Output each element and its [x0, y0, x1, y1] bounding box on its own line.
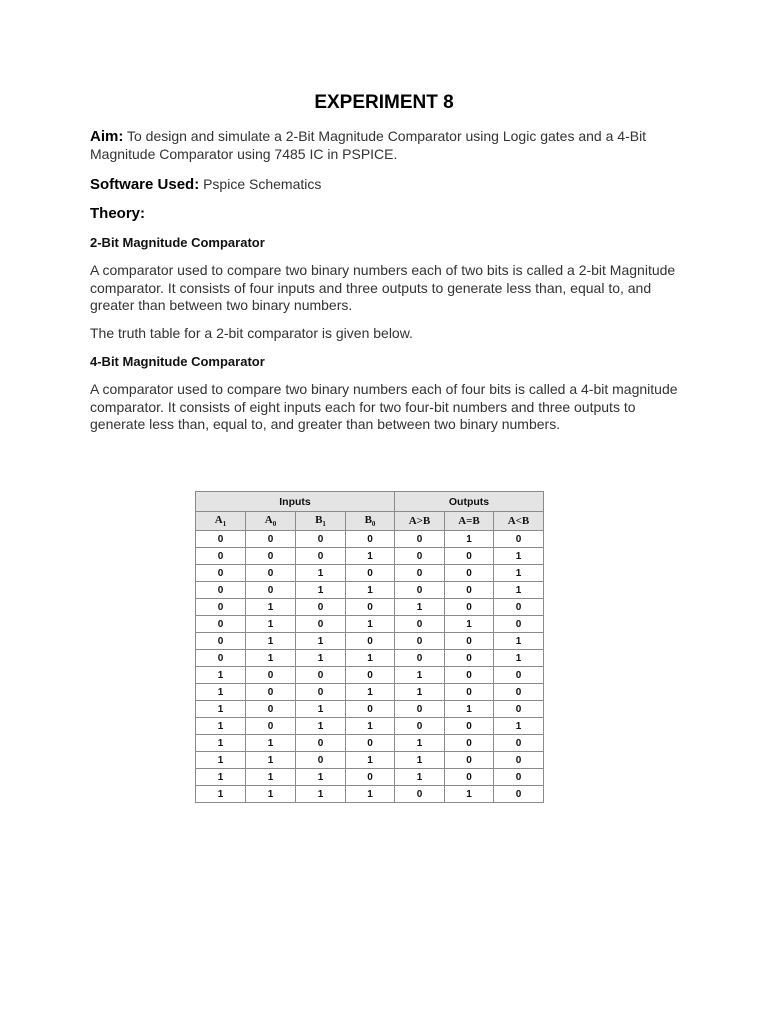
table-cell: 1 [395, 752, 445, 769]
truth-table-group-header [196, 492, 544, 512]
table-cell: 0 [346, 599, 395, 616]
column-header: A>B [395, 512, 445, 531]
para-line: comparator. It consists of four inputs and three outputs to generate less than, equal to, and [90, 279, 652, 296]
table-cell: 0 [445, 548, 494, 565]
table-cell: 0 [445, 667, 494, 684]
table-row [196, 701, 544, 718]
table-cell: 1 [445, 701, 494, 718]
table-row [196, 582, 544, 599]
table-cell: 1 [246, 599, 296, 616]
table-cell: 0 [346, 735, 395, 752]
section-heading-2bit: 2-Bit Magnitude Comparator [90, 235, 265, 250]
para-line: A comparator used to compare two binary numbers each of four bits is called a 4-bit magnitude [90, 381, 678, 397]
table-cell: 0 [196, 650, 246, 667]
table-cell: 1 [196, 718, 246, 735]
table-cell: 1 [346, 650, 395, 667]
table-cell: 0 [246, 548, 296, 565]
table-cell: 0 [445, 650, 494, 667]
theory-heading: Theory: [90, 205, 146, 222]
table-row [196, 718, 544, 735]
table-cell: 0 [445, 752, 494, 769]
table-cell: 0 [494, 531, 544, 548]
aim-text-line-1: To design and simulate a 2-Bit Magnitude Comparator using Logic gates and a 4-Bit [126, 128, 647, 144]
table-cell: 0 [346, 667, 395, 684]
table-cell: 0 [445, 735, 494, 752]
table-cell: 1 [196, 684, 246, 701]
table-cell: 1 [346, 684, 395, 701]
truth-note-text: The truth table for a 2-bit comparator is given below. [90, 325, 413, 341]
table-cell: 1 [494, 582, 544, 599]
table-cell: 1 [494, 633, 544, 650]
table-cell: 0 [346, 633, 395, 650]
table-row [196, 548, 544, 565]
para-line: comparator. It consists of eight inputs each for two four-bit numbers and three outputs to [90, 398, 636, 415]
truth-table-body [196, 531, 544, 803]
truth-table-note [90, 325, 685, 343]
table-cell: 0 [445, 582, 494, 599]
table-cell: 1 [395, 769, 445, 786]
table-cell: 0 [445, 769, 494, 786]
table-cell: 1 [296, 769, 346, 786]
table-cell: 0 [246, 667, 296, 684]
table-cell: 1 [445, 616, 494, 633]
table-cell: 1 [346, 548, 395, 565]
software-paragraph [90, 176, 685, 194]
section-2bit-paragraph [90, 262, 685, 315]
table-cell: 0 [196, 531, 246, 548]
outputs-header: Outputs [395, 492, 544, 512]
table-cell: 0 [296, 684, 346, 701]
table-cell: 0 [395, 650, 445, 667]
software-label: Software Used: [90, 176, 200, 193]
table-cell: 0 [445, 718, 494, 735]
table-cell: 0 [246, 718, 296, 735]
page-title: EXPERIMENT 8 [314, 92, 454, 113]
table-cell: 0 [196, 616, 246, 633]
table-cell: 0 [196, 548, 246, 565]
table-row [196, 735, 544, 752]
table-cell: 0 [346, 701, 395, 718]
table-cell: 1 [296, 582, 346, 599]
table-cell: 1 [494, 565, 544, 582]
software-value: Pspice Schematics [203, 176, 322, 192]
table-cell: 1 [246, 752, 296, 769]
table-cell: 0 [196, 565, 246, 582]
column-header: $B_0$ [346, 512, 395, 531]
column-header: $A_1$ [196, 512, 246, 531]
table-cell: 0 [196, 633, 246, 650]
table-cell: 0 [296, 531, 346, 548]
table-cell: 0 [246, 531, 296, 548]
table-cell: 1 [296, 701, 346, 718]
table-cell: 0 [494, 701, 544, 718]
table-row [196, 599, 544, 616]
table-row [196, 769, 544, 786]
table-cell: 0 [395, 616, 445, 633]
truth-table [195, 491, 544, 803]
table-cell: 0 [296, 548, 346, 565]
table-cell: 1 [246, 735, 296, 752]
table-cell: 1 [346, 616, 395, 633]
table-cell: 1 [346, 752, 395, 769]
table-cell: 0 [296, 599, 346, 616]
table-cell: 0 [346, 565, 395, 582]
table-cell: 0 [196, 582, 246, 599]
table-cell: 0 [395, 548, 445, 565]
table-cell: 0 [296, 735, 346, 752]
table-cell: 0 [494, 752, 544, 769]
table-cell: 1 [346, 718, 395, 735]
table-row [196, 786, 544, 803]
table-cell: 0 [494, 786, 544, 803]
table-cell: 1 [196, 786, 246, 803]
table-cell: 0 [395, 531, 445, 548]
table-cell: 1 [246, 769, 296, 786]
table-row [196, 565, 544, 582]
para-line: A comparator used to compare two binary numbers each of two bits is called a 2-bit Magnitude [90, 262, 676, 278]
table-cell: 1 [246, 633, 296, 650]
table-cell: 0 [445, 565, 494, 582]
table-cell: 1 [445, 786, 494, 803]
table-cell: 0 [494, 599, 544, 616]
table-cell: 0 [196, 599, 246, 616]
table-row [196, 684, 544, 701]
table-cell: 1 [395, 735, 445, 752]
table-cell: 1 [246, 616, 296, 633]
table-cell: 1 [196, 735, 246, 752]
table-cell: 0 [246, 565, 296, 582]
table-cell: 0 [445, 684, 494, 701]
table-row [196, 650, 544, 667]
table-cell: 0 [395, 718, 445, 735]
section-4bit-paragraph [90, 381, 685, 434]
table-cell: 0 [346, 769, 395, 786]
column-header: $B_1$ [296, 512, 346, 531]
table-cell: 1 [196, 752, 246, 769]
table-cell: 0 [246, 582, 296, 599]
table-cell: 0 [395, 701, 445, 718]
table-cell: 0 [494, 769, 544, 786]
table-cell: 0 [296, 752, 346, 769]
table-cell: 0 [395, 565, 445, 582]
column-header: A<B [494, 512, 544, 531]
table-cell: 1 [296, 633, 346, 650]
table-cell: 0 [346, 531, 395, 548]
aim-label: Aim: [90, 128, 124, 145]
aim-text-line-2: Magnitude Comparator using 7485 IC in PSPICE. [90, 145, 398, 162]
column-header: A=B [445, 512, 494, 531]
table-cell: 1 [445, 531, 494, 548]
truth-table-column-header [196, 512, 544, 531]
table-cell: 1 [494, 718, 544, 735]
table-cell: 1 [196, 769, 246, 786]
table-cell: 1 [246, 786, 296, 803]
column-header: $A_0$ [246, 512, 296, 531]
table-cell: 1 [296, 565, 346, 582]
table-cell: 1 [196, 701, 246, 718]
para-line: greater than between two binary numbers. [90, 297, 353, 314]
table-cell: 0 [296, 667, 346, 684]
table-cell: 0 [445, 599, 494, 616]
table-cell: 0 [296, 616, 346, 633]
table-cell: 1 [296, 718, 346, 735]
para-line: generate less than, equal to, and greater than between two binary numbers. [90, 416, 561, 433]
table-cell: 1 [346, 786, 395, 803]
table-cell: 0 [246, 701, 296, 718]
table-cell: 0 [494, 667, 544, 684]
table-cell: 0 [395, 633, 445, 650]
aim-paragraph [90, 128, 685, 163]
table-cell: 1 [246, 650, 296, 667]
table-cell: 0 [445, 633, 494, 650]
table-row [196, 616, 544, 633]
table-row [196, 667, 544, 684]
table-cell: 0 [395, 786, 445, 803]
table-cell: 0 [395, 582, 445, 599]
table-cell: 1 [494, 548, 544, 565]
table-cell: 1 [395, 599, 445, 616]
table-cell: 1 [494, 650, 544, 667]
table-cell: 0 [246, 684, 296, 701]
table-cell: 0 [494, 735, 544, 752]
section-heading-4bit: 4-Bit Magnitude Comparator [90, 354, 265, 369]
table-cell: 1 [296, 786, 346, 803]
inputs-header: Inputs [196, 492, 395, 512]
table-cell: 1 [395, 684, 445, 701]
table-cell: 1 [395, 667, 445, 684]
table-cell: 1 [296, 650, 346, 667]
table-cell: 0 [494, 684, 544, 701]
table-cell: 0 [494, 616, 544, 633]
table-cell: 1 [346, 582, 395, 599]
table-row [196, 633, 544, 650]
table-cell: 1 [196, 667, 246, 684]
table-row [196, 752, 544, 769]
table-row [196, 531, 544, 548]
